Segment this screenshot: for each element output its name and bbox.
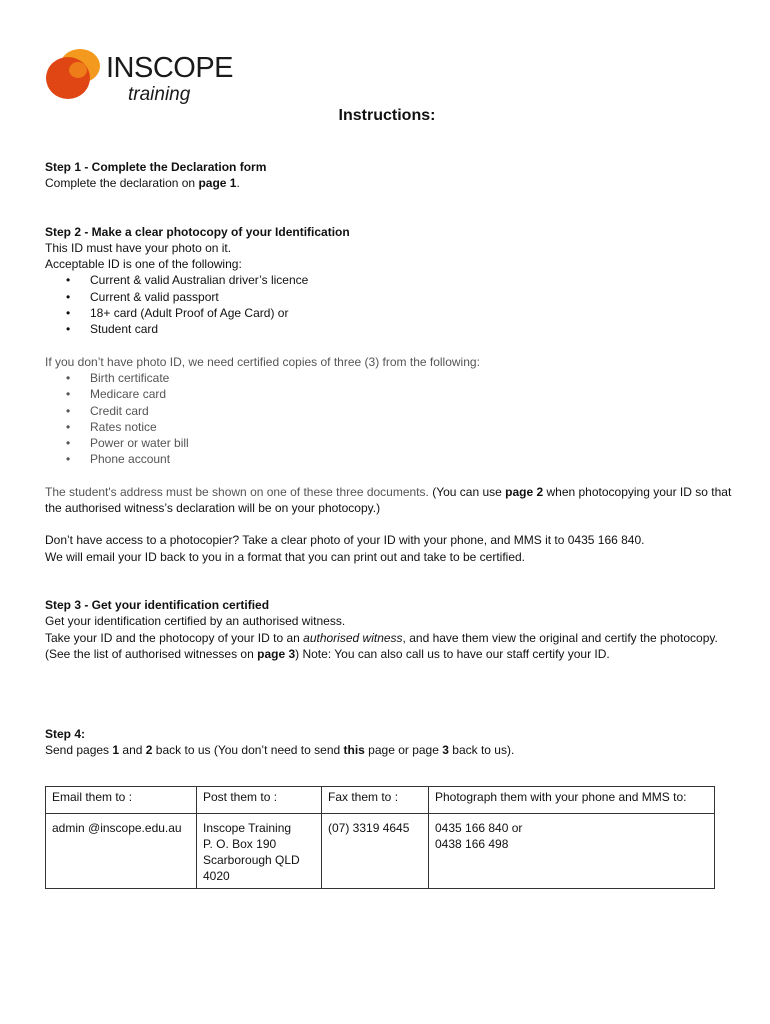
list-item: • Medicare card xyxy=(45,386,735,402)
table-row xyxy=(46,814,715,889)
step4-text: Send pages 1 and 2 back to us (You don’t need to send this page or page 3 back to us). xyxy=(45,743,515,758)
instructions-body xyxy=(45,159,735,759)
step3-line2: Take your ID and the photocopy of your ID to an authorised witness, and have them view the original and certify the photocopy. xyxy=(45,630,718,645)
step2-line1: This ID must have your photo on it. xyxy=(45,240,232,255)
no-photo-intro: If you don’t have photo ID, we need certified copies of three (3) from the following: xyxy=(45,354,480,369)
address-note: The student's address must be shown on one of these three documents. (You can use page 2 when photocopying your ID so that the authorised witness’s declaration will be on your photocopy.) xyxy=(45,484,732,516)
step3-heading: Step 3 - Get your identification certified xyxy=(45,597,270,612)
list-item: • Credit card xyxy=(45,403,735,419)
page-title: Instructions: xyxy=(338,107,436,124)
header-fax: Fax them to : xyxy=(322,787,429,814)
photo-id-list xyxy=(45,272,735,337)
copier-note-2: We will email your ID back to you in a format that you can print out and take to be certified. xyxy=(45,549,526,564)
alt-docs-list xyxy=(45,370,735,468)
list-item: • Current & valid Australian driver’s licence xyxy=(45,272,735,288)
table-header-row xyxy=(46,787,715,814)
step3-line3: (See the list of authorised witnesses on page 3) Note: You can also call us to have our staff certify your ID. xyxy=(45,646,610,661)
step3-line1: Get your identification certified by an authorised witness. xyxy=(45,614,346,629)
header-mms: Photograph them with your phone and MMS to: xyxy=(429,787,715,814)
step1-heading: Step 1 - Complete the Declaration form xyxy=(45,160,267,174)
list-item: • Birth certificate xyxy=(45,370,735,386)
step2-heading: Step 2 - Make a clear photocopy of your Identification xyxy=(45,224,350,239)
email-address: admin @inscope.edu.au xyxy=(46,814,197,889)
step4-heading: Step 4: xyxy=(45,727,86,742)
list-item: • 18+ card (Adult Proof of Age Card) or xyxy=(45,305,735,321)
postal-address: Inscope Training P. O. Box 190 Scarborough QLD 4020 xyxy=(197,814,322,889)
logo-subtitle: training xyxy=(128,84,191,105)
list-item: • Current & valid passport xyxy=(45,289,735,305)
inscope-logo xyxy=(44,44,244,108)
mms-numbers: 0435 166 840 or 0438 166 498 xyxy=(429,814,715,889)
step1-text: Complete the declaration on page 1. xyxy=(45,176,240,191)
list-item: • Phone account xyxy=(45,451,735,467)
list-item: • Rates notice xyxy=(45,419,735,435)
list-item: • Power or water bill xyxy=(45,435,735,451)
step2-line2: Acceptable ID is one of the following: xyxy=(45,257,242,272)
logo-wordmark: INSCOPE xyxy=(106,52,234,84)
logo-mark-icon xyxy=(44,44,104,104)
fax-number: (07) 3319 4645 xyxy=(322,814,429,889)
send-methods-table xyxy=(45,786,715,889)
header-post: Post them to : xyxy=(197,787,322,814)
header-email: Email them to : xyxy=(46,787,197,814)
list-item: • Student card xyxy=(45,321,735,337)
copier-note-1: Don’t have access to a photocopier? Take a clear photo of your ID with your phone, and MMS it to 0435 166 840. xyxy=(45,533,645,548)
